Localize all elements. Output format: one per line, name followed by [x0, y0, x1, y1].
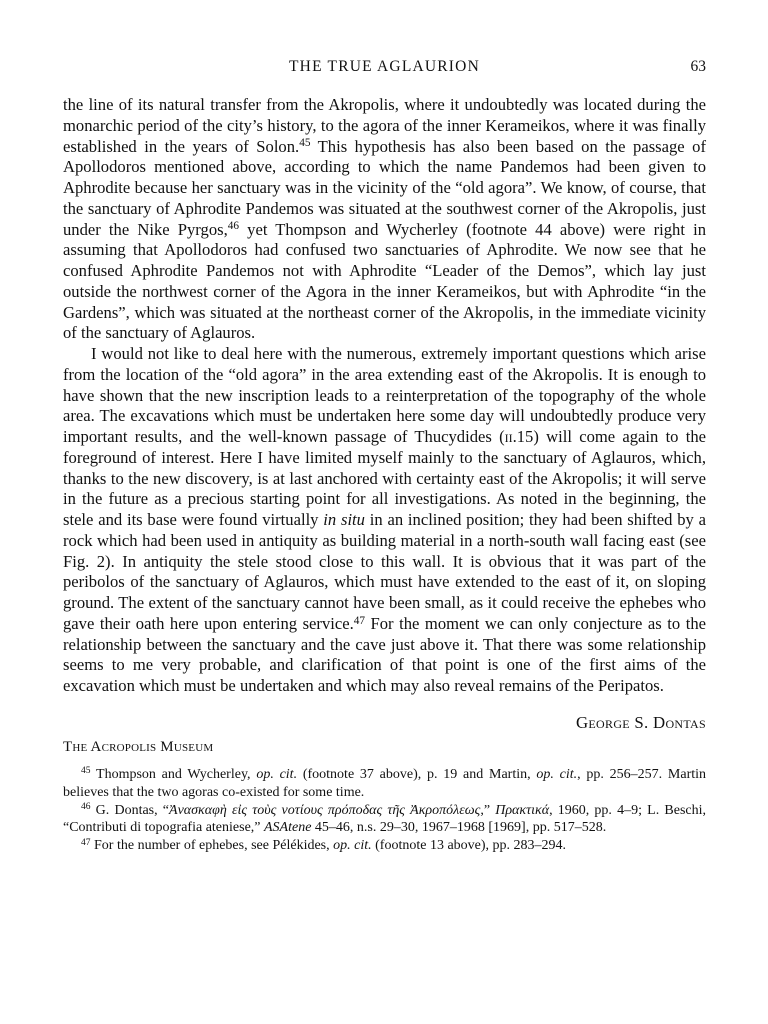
page-number: 63 — [690, 58, 706, 75]
running-head-title: THE TRUE AGLAURION — [289, 58, 480, 75]
author-signature: George S. Dontas — [576, 712, 706, 732]
page-header — [63, 57, 706, 76]
footnote-46: $^{46}$ G. Dontas, “Ἀνασκαφὴ εἰς τοὺς νοτίους πρόποδας τῆς Ἀκροπόλεως,” Πρακτικά, 1960, pp. 4–9; L. Beschi, “Contributi di topografia ateniese,” ASAtene 45–46, n.s. 29–30, 1967–1968 [1969], pp. 517–528. — [63, 802, 706, 836]
footnotes-section — [63, 766, 706, 856]
body-paragraph-2: I would not like to deal here with the numerous, extremely important questions which arise from the location of the “old agora” in the area extending east of the Akropolis. It is enough to have shown that the new inscription leads to a reinterpretation of the topography of the whole area. The excavations which must be undertaken here some day will undoubtedly produce very important results, and the well-known passage of Thucydides (ii.15) will come again to the foreground of interest. Here I have limited myself mainly to the sanctuary of Aglauros, which, thanks to the new discovery, is at last anchored with certainty east of the Akropolis; it will serve in the future as a precious starting point for all investigations. As noted in the beginning, the stele and its base were found virtually in situ in an inclined position; they had been shifted by a rock which had been used in antiquity as building material in a north-south wall facing east (see Fig. 2). In antiquity the stele stood close to this wall. It is obvious that it was part of the peribolos of the sanctuary of Aglauros, which must have extended to the east of it, on sloping ground. The extent of the sanctuary cannot have been small, as it could receive the ephebes who gave their oath here upon entering service.$^{47}$ For the moment we can only conjecture as to the relationship between the sanctuary and the cave just above it. That there was some relationship seems to me very probable, and clarification of that point is one of the first aims of the excavation which must be undertaken and which may also reveal remains of the Peripatos. — [63, 344, 707, 695]
body-paragraph-1: the line of its natural transfer from the Akropolis, where it undoubtedly was located during the monarchic period of the city’s history, to the agora of the inner Kerameikos, where it was finally established in the years of Solon.$^{45}$ This hypothesis has also been based on the passage of Apollodoros mentioned above, according to which the name Pandemos had been given to Aphrodite because her sanctuary was in the vicinity of the “old agora”. We know, of course, that the sanctuary of Aphrodite Pandemos was situated at the southwest corner of the Akropolis, just under the Nike Pyrgos,$^{46}$ yet Thompson and Wycherley (footnote 44 above) were right in assuming that Apollodoros had confused two sanctuaries of Aphrodite. We now see that he confused Aphrodite Pandemos not with Aphrodite “Leader of the Demos”, which lay just outside the northwest corner of the Agora in the inner Kerameikos, but with Aphrodite “in the Gardens”, which was situated at the northeast corner of the Akropolis, in the immediate vicinity of the sanctuary of Aglauros. — [63, 95, 706, 343]
author-affiliation: The Acropolis Museum — [63, 738, 214, 755]
footnote-47: $^{47}$ For the number of ephebes, see Pélékides, op. cit. (footnote 13 above), pp. 283–294. — [81, 838, 567, 854]
article-body — [63, 95, 706, 697]
footnote-45: $^{45}$ Thompson and Wycherley, op. cit. (footnote 37 above), p. 19 and Martin, op. cit., pp. 256–257. Martin believes that the two agoras co-existed for some time. — [63, 766, 707, 800]
